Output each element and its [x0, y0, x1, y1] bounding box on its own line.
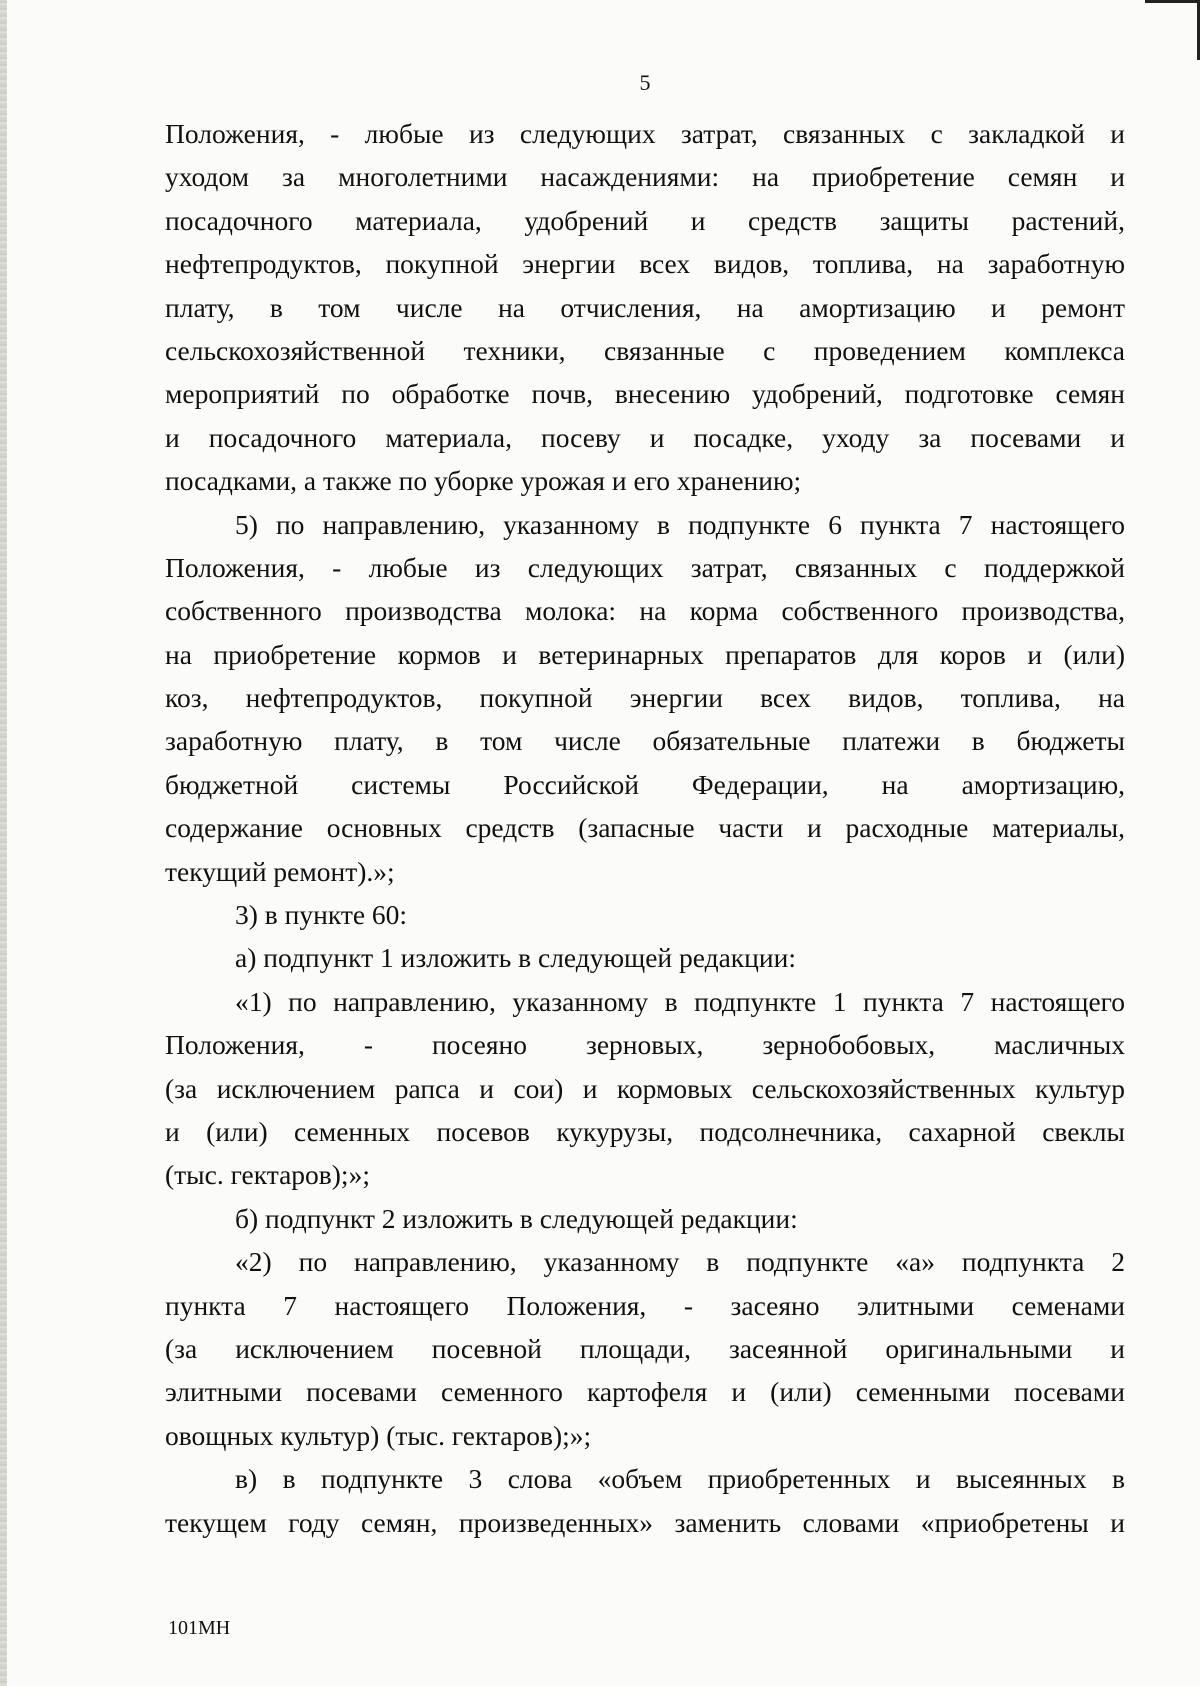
- page-number: 5: [639, 70, 651, 95]
- text-line: овощных культур) (тыс. гектаров);»;: [165, 1419, 592, 1451]
- text-line: текущий ремонт).»;: [165, 855, 395, 887]
- text-line: коз, нефтепродуктов, покупной энергии всех видов, топлива, на: [165, 682, 1125, 714]
- text-line: (за исключением рапса и сои) и кормовых сельскохозяйственных культур: [165, 1072, 1125, 1104]
- text-line: на приобретение кормов и ветеринарных препаратов для коров и (или): [165, 638, 1125, 670]
- text-line: 5) по направлению, указанному в подпункте 6 пункта 7 настоящего: [235, 508, 1125, 540]
- scan-edge-left: [0, 0, 7, 1686]
- text-line: «1) по направлению, указанному в подпункте 1 пункта 7 настоящего: [235, 985, 1125, 1017]
- text-line: Положения, - любые из следующих затрат, связанных с закладкой и: [165, 118, 1125, 149]
- text-line: элитными посевами семенного картофеля и (или) семенными посевами: [165, 1376, 1125, 1408]
- text-line: 3) в пункте 60:: [235, 899, 408, 931]
- text-line: нефтепродуктов, покупной энергии всех видов, топлива, на заработную: [165, 248, 1125, 280]
- text-line: и (или) семенных посевов кукурузы, подсолнечника, сахарной свеклы: [165, 1115, 1125, 1147]
- text-line: текущем году семян, произведенных» заменить словами «приобретены и: [165, 1506, 1125, 1538]
- text-line: уходом за многолетними насаждениями: на приобретение семян и: [165, 161, 1125, 193]
- text-line: бюджетной системы Российской Федерации, на амортизацию,: [165, 768, 1125, 800]
- text-line: Положения, - любые из следующих затрат, связанных с поддержкой: [165, 551, 1125, 583]
- text-line: собственного производства молока: на корма собственного производства,: [165, 595, 1125, 627]
- text-line: мероприятий по обработке почв, внесению удобрений, подготовке семян: [165, 378, 1125, 410]
- text-line: и посадочного материала, посеву и посадке, уходу за посевами и: [165, 421, 1125, 453]
- text-line: пункта 7 настоящего Положения, - засеяно элитными семенами: [165, 1289, 1125, 1321]
- text-line: (тыс. гектаров);»;: [165, 1159, 370, 1191]
- text-line: посадочного материала, удобрений и средств защиты растений,: [165, 204, 1125, 236]
- footer-document-code: 101МН: [168, 1617, 231, 1639]
- text-line: в) в подпункте 3 слова «объем приобретенных и высеянных в: [235, 1463, 1125, 1495]
- text-line: заработную плату, в том числе обязательные платежи в бюджеты: [165, 725, 1125, 757]
- text-line: посадками, а также по уборке урожая и его хранению;: [165, 465, 802, 497]
- scan-edge-top-right: [1145, 0, 1200, 3]
- text-line: (за исключением посевной площади, засеянной оригинальными и: [165, 1332, 1125, 1364]
- text-line: «2) по направлению, указанному в подпункте «а» подпункта 2: [235, 1246, 1125, 1278]
- text-line: содержание основных средств (запасные части и расходные материалы,: [165, 812, 1125, 844]
- text-line: а) подпункт 1 изложить в следующей редакции:: [235, 942, 796, 974]
- text-line: сельскохозяйственной техники, связанные с проведением комплекса: [165, 334, 1125, 366]
- text-line: б) подпункт 2 изложить в следующей редакции:: [235, 1202, 798, 1234]
- text-line: Положения, - посеяно зерновых, зернобобовых, масличных: [165, 1029, 1125, 1061]
- document-body: [165, 112, 1125, 1544]
- text-line: плату, в том числе на отчисления, на амортизацию и ремонт: [165, 291, 1125, 323]
